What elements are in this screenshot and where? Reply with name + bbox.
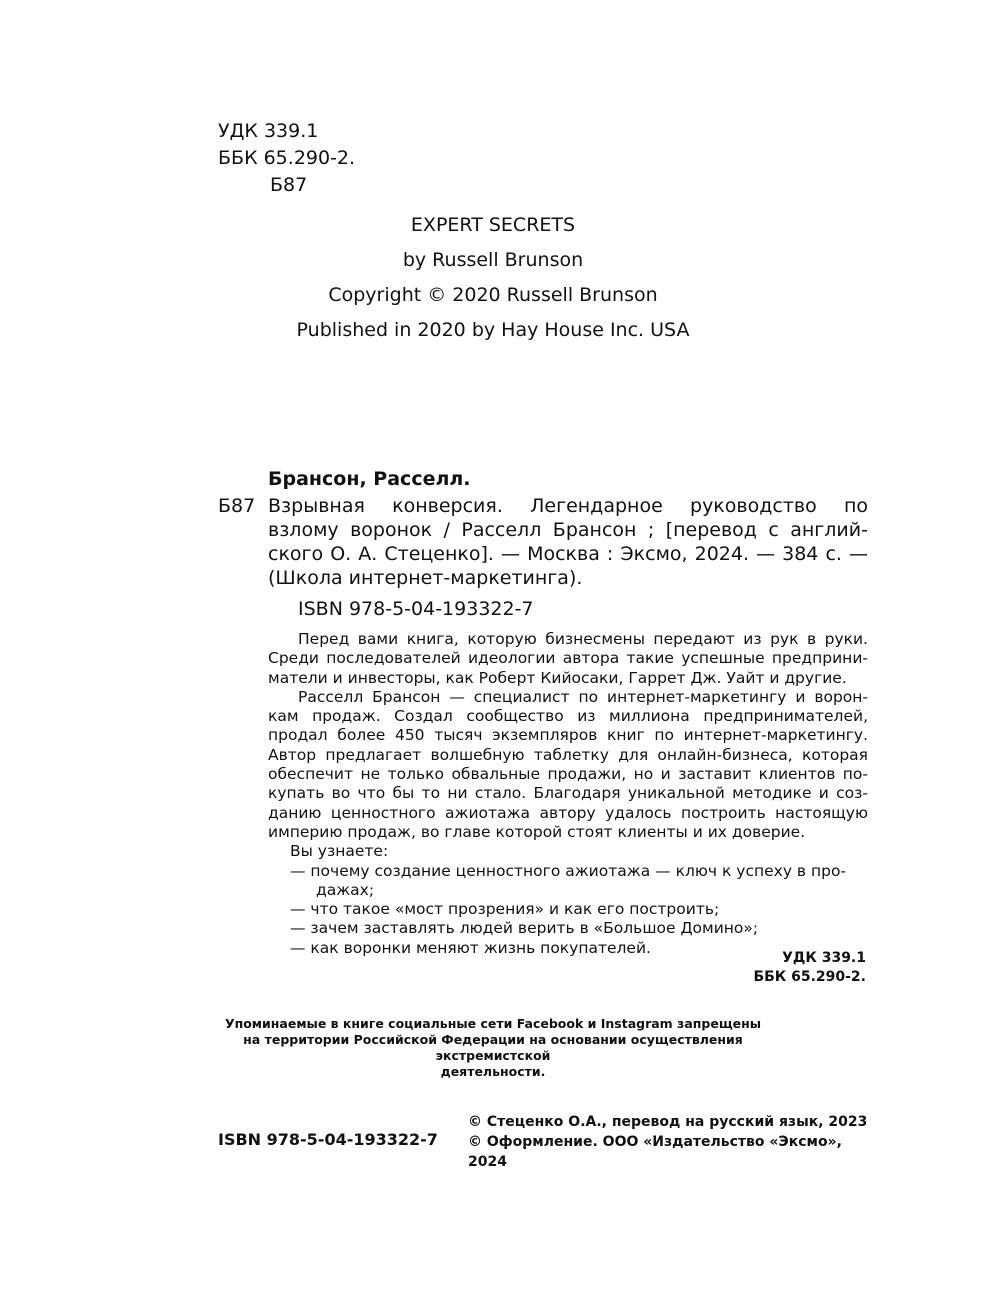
original-publisher: Published in 2020 by Hay House Inc. USA	[296, 319, 690, 341]
list-item: — зачем заставлять людей верить в «Большое Домино»;	[290, 919, 759, 938]
annotation-line: Перед вами книга, которую бизнесмены передают из рук в руки.	[298, 630, 868, 648]
original-title: EXPERT SECRETS	[410, 214, 576, 236]
notice-line: на территории Российской Федерации на основании осуществления экстремистской	[243, 1032, 743, 1063]
you-will-learn-heading: Вы узнаете:	[290, 842, 389, 861]
biblio-line: (Школа интернет-маркетинга).	[268, 567, 583, 589]
annotation-paragraph-1	[268, 630, 868, 688]
bbk-code-right: ББК 65.290-2.	[753, 969, 866, 985]
annotation-line: купать во что бы то ни стало. Благодаря уникальной методике и соз-	[268, 784, 868, 803]
list-item: — что такое «мост прозрения» и как его построить;	[290, 900, 720, 919]
isbn-imprint: ISBN 978-5-04-193322-7	[218, 1130, 438, 1149]
list-item: — почему создание ценностного ажиотажа — ключ к успеху в про- дажах;	[290, 861, 847, 899]
copyright-block	[468, 1112, 868, 1172]
learning-points-list	[268, 862, 868, 958]
annotation-line: обеспечит не только обвальные продажи, но и заставит клиентов по-	[268, 765, 868, 784]
design-copyright: © Оформление. ООО «Издательство «Эксмо», 2024	[468, 1134, 842, 1170]
udk-code-right: УДК 339.1	[782, 950, 866, 966]
bbk-code: ББК 65.290-2.	[218, 147, 356, 169]
notice-line: деятельности.	[440, 1064, 546, 1079]
notice-line: Упоминаемые в книге социальные сети Facebook и Instagram запрещены	[224, 1016, 762, 1031]
original-edition-block	[0, 208, 986, 348]
original-copyright: Copyright © 2020 Russell Brunson	[328, 284, 658, 306]
list-item: — как воронки меняют жизнь покупателей.	[290, 938, 651, 957]
annotation-line: Среди последователей идеологии автора такие успешные предприни-	[268, 649, 868, 668]
original-author: by Russell Brunson	[402, 249, 584, 271]
author-heading: Брансон, Расселл.	[268, 468, 471, 490]
biblio-line: взлому воронок / Расселл Брансон ; [перевод с англий-	[268, 519, 868, 541]
annotation-line: империю продаж, во главе которой стоят клиенты и их доверие.	[268, 822, 806, 841]
classification-right	[700, 949, 866, 987]
classification-block	[218, 118, 355, 199]
bibliographic-description	[268, 494, 868, 590]
translation-copyright: © Стеценко О.А., перевод на русский язык, 2023	[468, 1114, 868, 1130]
annotation-line: кам продаж. Создал сообщество из миллиона предпринимателей,	[268, 707, 868, 726]
annotation-line: данию ценностного ажиотажа автору удалось построить настоящую	[268, 803, 868, 822]
annotation-line: продал более 450 тысяч экземпляров книг по интернет-маркетингу.	[268, 726, 868, 745]
annotation-line: Автор предлагает волшебную таблетку для онлайн-бизнеса, которая	[268, 745, 868, 764]
annotation-line: матели и инвесторы, как Роберт Кийосаки, Гаррет Дж. Уайт и другие.	[268, 668, 847, 687]
biblio-line: ского О. А. Стеценко]. — Москва : Эксмо, 2024. — 384 с. —	[268, 543, 868, 565]
udk-code: УДК 339.1	[218, 120, 319, 142]
biblio-line: Взрывная конверсия. Легендарное руководство по	[268, 495, 868, 517]
isbn-record: ISBN 978-5-04-193322-7	[298, 598, 534, 620]
author-sign: Б87	[270, 174, 308, 196]
annotation-paragraph-2	[268, 688, 868, 842]
record-code: Б87	[218, 495, 256, 517]
annotation	[268, 630, 868, 958]
legal-notice	[200, 1016, 786, 1080]
annotation-line: Расселл Брансон — специалист по интернет-маркетингу и ворон-	[298, 687, 868, 706]
